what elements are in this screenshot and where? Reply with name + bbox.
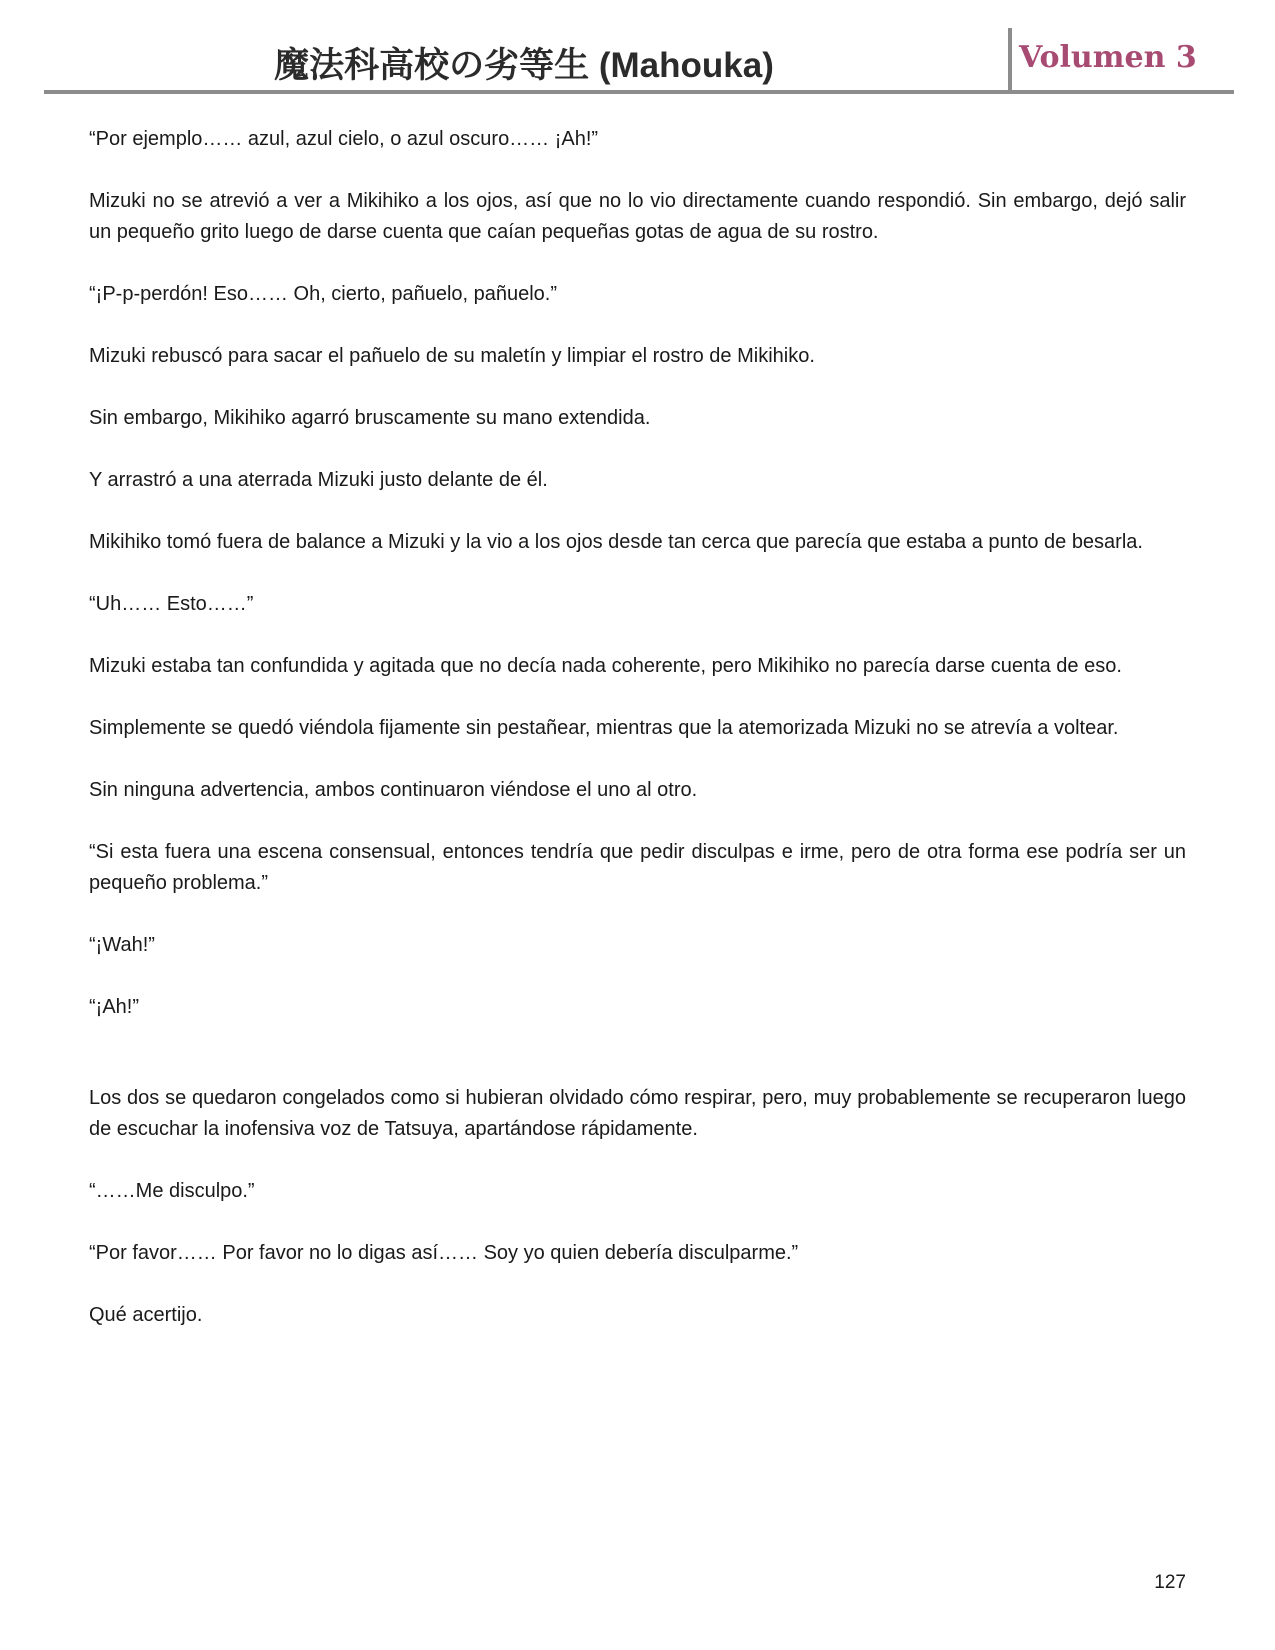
paragraph: Sin embargo, Mikihiko agarró bruscamente su mano extendida.	[89, 407, 651, 429]
paragraph: “……Me disculpo.”	[89, 1180, 255, 1202]
page-number: 127	[1154, 1572, 1186, 1593]
paragraph: “Por ejemplo…… azul, azul cielo, o azul oscuro…… ¡Ah!”	[89, 128, 599, 150]
paragraph: Los dos se quedaron congelados como si hubieran olvidado cómo respirar, pero, muy probablemente se recuperaron luego de escuchar la inofensiva voz de Tatsuya, apartándose rápidamente.	[89, 1087, 1186, 1140]
volume-label: Volumen 3	[1019, 40, 1197, 75]
paragraph: “Uh…… Esto……”	[89, 593, 254, 615]
paragraph: “¡Wah!”	[89, 934, 155, 956]
page-header	[44, 28, 1234, 94]
paragraph: Mizuki rebuscó para sacar el pañuelo de su maletín y limpiar el rostro de Mikihiko.	[89, 345, 815, 367]
paragraph: Mikihiko tomó fuera de balance a Mizuki y la vio a los ojos desde tan cerca que parecía que estaba a punto de besarla.	[89, 531, 1143, 553]
header-rule	[44, 90, 1234, 94]
paragraph: Sin ninguna advertencia, ambos continuaron viéndose el uno al otro.	[89, 779, 698, 801]
paragraph: “Si esta fuera una escena consensual, entonces tendría que pedir disculpas e irme, pero de otra forma ese podría ser un pequeño problema.”	[89, 841, 1186, 894]
book-title: 魔法科高校の劣等生 (Mahouka)	[274, 46, 774, 85]
paragraph: Mizuki no se atrevió a ver a Mikihiko a los ojos, así que no lo vio directamente cuando respondió. Sin embargo, dejó salir un pequeño grito luego de darse cuenta que caían pequeñas gotas de agua de su rostro.	[89, 190, 1186, 243]
paragraph: “¡P-p-perdón! Eso…… Oh, cierto, pañuelo, pañuelo.”	[89, 283, 558, 305]
header-divider	[1008, 28, 1012, 92]
paragraph: Simplemente se quedó viéndola fijamente sin pestañear, mientras que la atemorizada Mizuki no se atrevía a voltear.	[89, 717, 1119, 739]
paragraph: Y arrastró a una aterrada Mizuki justo delante de él.	[89, 469, 548, 491]
page-body	[89, 124, 1186, 1362]
paragraph: “¡Ah!”	[89, 996, 139, 1018]
paragraph: Mizuki estaba tan confundida y agitada que no decía nada coherente, pero Mikihiko no parecía darse cuenta de eso.	[89, 655, 1122, 677]
paragraph: Qué acertijo.	[89, 1304, 203, 1326]
paragraph: “Por favor…… Por favor no lo digas así…… Soy yo quien debería disculparme.”	[89, 1242, 799, 1264]
